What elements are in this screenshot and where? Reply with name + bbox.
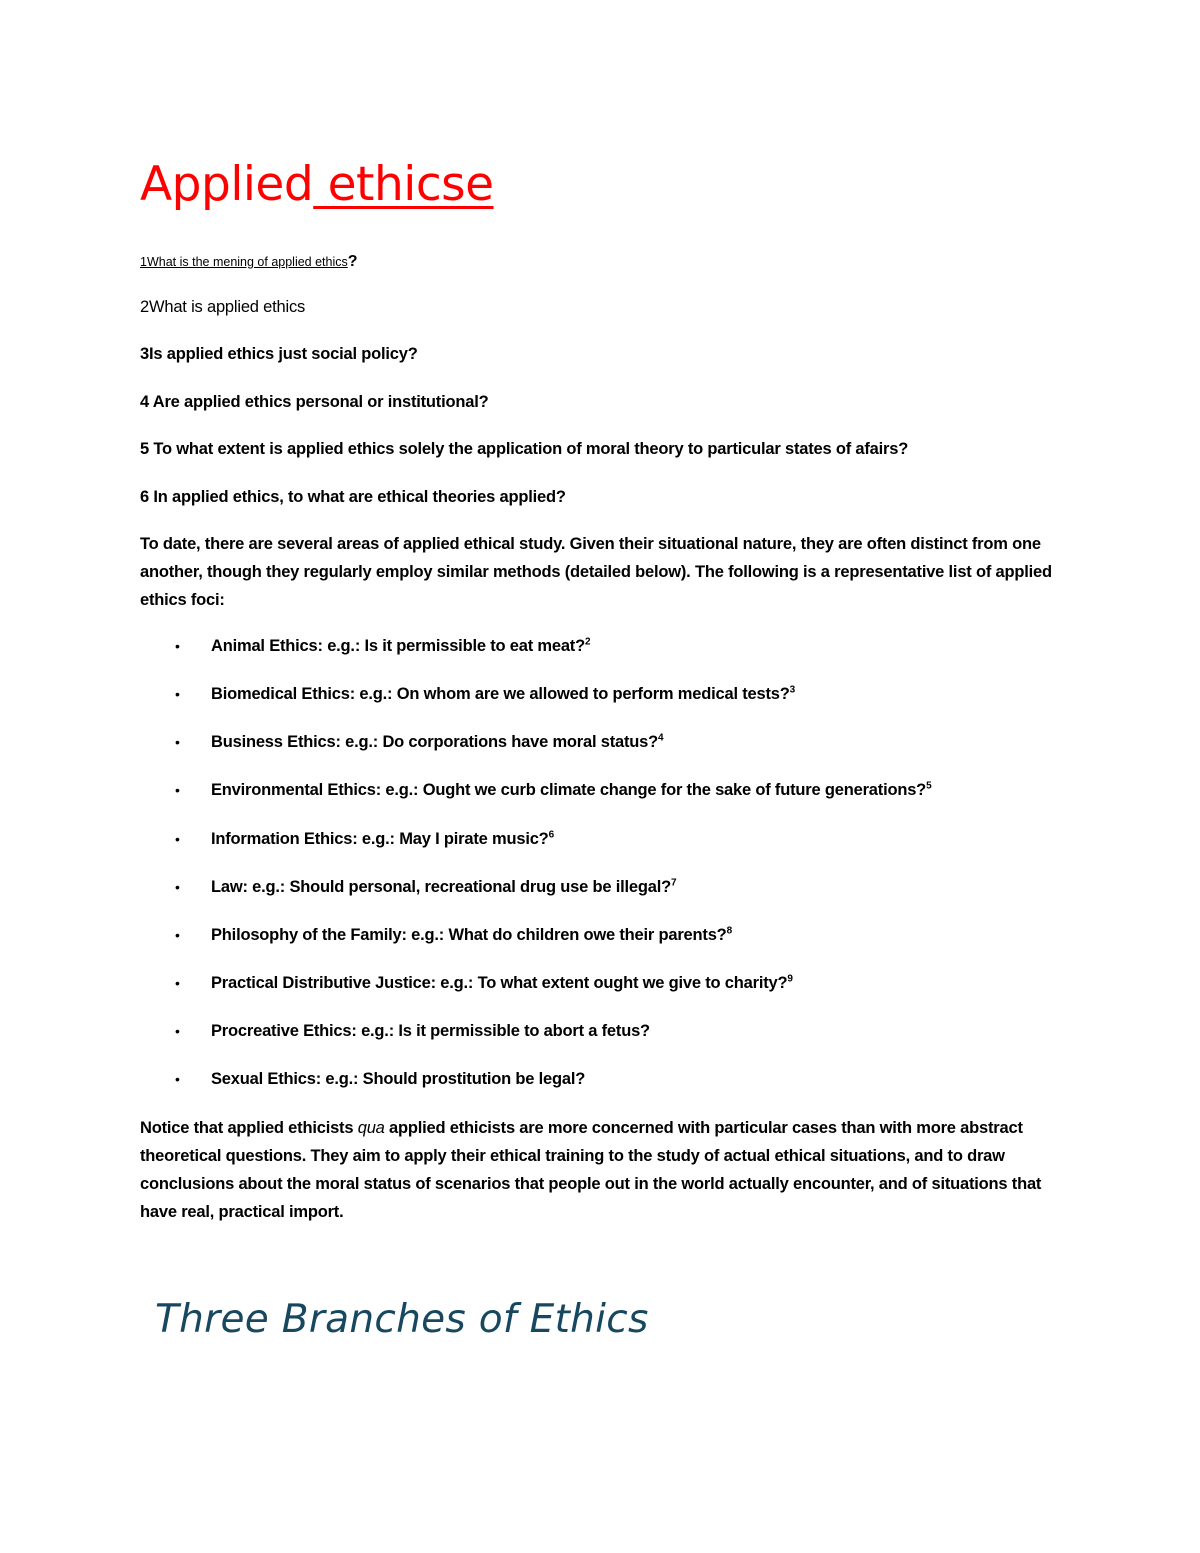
question-1 [140, 251, 358, 273]
footnote-ref[interactable]: 9 [787, 973, 793, 985]
section-heading: Three Branches of Ethics [155, 1297, 649, 1342]
list-item-text: Business Ethics: e.g.: Do corporations have moral status? [211, 733, 659, 751]
list-item-text: Philosophy of the Family: e.g.: What do children owe their parents? [211, 926, 727, 944]
list-item-text: Procreative Ethics: e.g.: Is it permissible to abort a fetus? [211, 1022, 650, 1040]
footnote-ref[interactable]: 5 [926, 780, 932, 792]
footnote-ref[interactable]: 3 [789, 684, 795, 696]
footnote-ref[interactable]: 7 [670, 877, 677, 889]
bullet-icon: • [175, 734, 180, 750]
notice-qua: qua [357, 1119, 385, 1137]
bullet-icon: • [175, 1023, 180, 1039]
list-item-text: Information Ethics: e.g.: May I pirate music? [211, 830, 549, 848]
bullet-icon: • [175, 782, 180, 798]
footnote-ref[interactable]: 8 [726, 925, 732, 937]
question-6: 6 In applied ethics, to what are ethical theories applied? [140, 488, 566, 506]
list-item-text: Animal Ethics: e.g.: Is it permissible to eat meat? [211, 637, 585, 655]
notice-text-end: applied ethicists are more concerned with particular cases than with more abstract theoretical questions. They aim to apply their ethical training to the study of actual ethical situations, and to draw conclusions about the moral status of scenarios that people out in the world actually encounter, and of situations that have real, practical import. [140, 1119, 1042, 1221]
list-item-text: Environmental Ethics: e.g.: Ought we curb climate change for the sake of future generations? [211, 781, 927, 799]
question-3: 3Is applied ethics just social policy? [140, 345, 418, 363]
question-1-text: 1What is the mening of applied ethics [140, 255, 348, 269]
footnote-ref[interactable]: 4 [658, 732, 664, 744]
bullet-icon: • [175, 686, 180, 702]
bullet-icon: • [175, 927, 180, 943]
footnote-ref[interactable]: 2 [584, 636, 591, 648]
notice-paragraph [140, 1114, 1075, 1226]
title-word-ethicse: ethicse [313, 157, 494, 212]
list-item-text: Sexual Ethics: e.g.: Should prostitution be legal? [211, 1070, 586, 1088]
notice-text-start: Notice that applied ethicists [140, 1119, 358, 1137]
list-item-text: Practical Distributive Justice: e.g.: To what extent ought we give to charity? [211, 974, 788, 992]
bullet-icon: • [175, 879, 180, 895]
question-1-mark: ? [347, 253, 358, 270]
bullet-icon: • [175, 638, 180, 654]
bullet-icon: • [175, 831, 180, 847]
list-item-text: Biomedical Ethics: e.g.: On whom are we allowed to perform medical tests? [211, 685, 790, 703]
list-item-text: Law: e.g.: Should personal, recreational drug use be illegal? [211, 878, 671, 896]
title-word-applied: Applied [140, 157, 314, 212]
question-5: 5 To what extent is applied ethics solely the application of moral theory to particular states of afairs? [140, 440, 909, 458]
intro-paragraph: To date, there are several areas of applied ethical study. Given their situational nature, they are often distinct from one another, though they regularly employ similar methods (detailed below). The following is a representative list of applied ethics foci: [140, 535, 1052, 609]
question-2: 2What is applied ethics [140, 298, 306, 316]
question-4: 4 Are applied ethics personal or institutional? [140, 393, 489, 411]
footnote-ref[interactable]: 6 [548, 829, 554, 841]
bullet-icon: • [175, 975, 180, 991]
document-title [140, 155, 494, 215]
bullet-icon: • [175, 1071, 180, 1087]
